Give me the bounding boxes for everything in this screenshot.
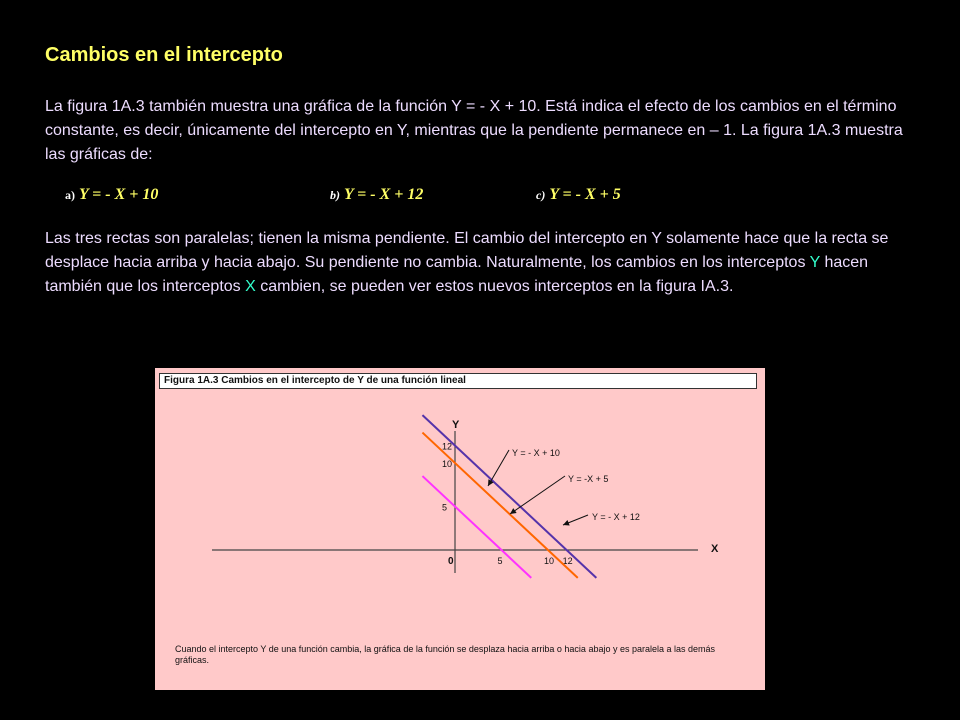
y-tick-label-12: 12 <box>442 441 453 452</box>
equation-b-expr: Y = - X + 12 <box>344 186 424 203</box>
series-line-2 <box>422 476 531 578</box>
y-axis-label: Y <box>452 419 460 431</box>
y-tick-label-5: 5 <box>442 502 448 513</box>
arrow-label-intercept-10: Y = - X + 10 <box>512 448 560 458</box>
arrow-label-intercept-5: Y = -X + 5 <box>568 474 609 484</box>
section-heading: Cambios en el intercepto <box>45 44 283 66</box>
equation-a-expr: Y = - X + 10 <box>79 186 159 203</box>
equation-c-expr: Y = - X + 5 <box>549 186 621 203</box>
intercept-chart <box>155 368 765 690</box>
explanation-paragraph <box>45 227 925 299</box>
equation-b-tag: b) <box>330 188 340 202</box>
x-tick-label-12: 12 <box>562 556 573 566</box>
arrow-label-intercept-5-line <box>510 476 565 514</box>
y-tick-label-10: 10 <box>442 459 453 469</box>
highlight-y: Y <box>809 254 820 271</box>
x-tick-label-10: 10 <box>544 556 555 566</box>
series-line-0 <box>422 415 596 578</box>
x-axis-label: X <box>711 543 719 555</box>
equation-c-tag: c) <box>536 188 546 202</box>
arrow-label-intercept-10-line <box>488 450 509 486</box>
arrow-label-intercept-12: Y = - X + 12 <box>592 512 640 522</box>
equation-b <box>330 186 423 204</box>
origin-label: 0 <box>448 556 454 567</box>
figure-1a3 <box>155 368 765 690</box>
explanation-part3: cambien, se pueden ver estos nuevos interceptos en la figura IA.3. <box>255 278 734 295</box>
x-tick-label-5: 5 <box>497 556 503 566</box>
figure-caption: Cuando el intercepto Y de una función cambia, la gráfica de la función se desplaza hacia arriba o hacia abajo y es paralela a las demás gráficas. <box>175 644 716 665</box>
intro-paragraph: La figura 1A.3 también muestra una gráfica de la función Y = - X + 10. Está indica el efecto de los cambios en el término constante, es decir, únicamente del intercepto en Y, mientras que la pendiente permanece en – 1. La figura 1A.3 muestra las gráficas de: <box>45 98 903 163</box>
arrow-label-intercept-5-head <box>510 508 517 514</box>
figure-title: Figura 1A.3 Cambios en el intercepto de Y de una función lineal <box>159 373 757 389</box>
explanation-part2: hacen también que los interceptos <box>45 254 869 295</box>
highlight-x: X <box>245 278 256 295</box>
equation-a-tag: a) <box>65 188 75 202</box>
explanation-part1: Las tres rectas son paralelas; tienen la misma pendiente. El cambio del intercepto en Y solamente hace que la recta se desplace hacia arriba y hacia abajo. Su pendiente no cambia. Naturalmente, los cambios en los interceptos <box>45 230 889 271</box>
equation-a <box>65 186 158 204</box>
equation-c <box>536 186 621 204</box>
